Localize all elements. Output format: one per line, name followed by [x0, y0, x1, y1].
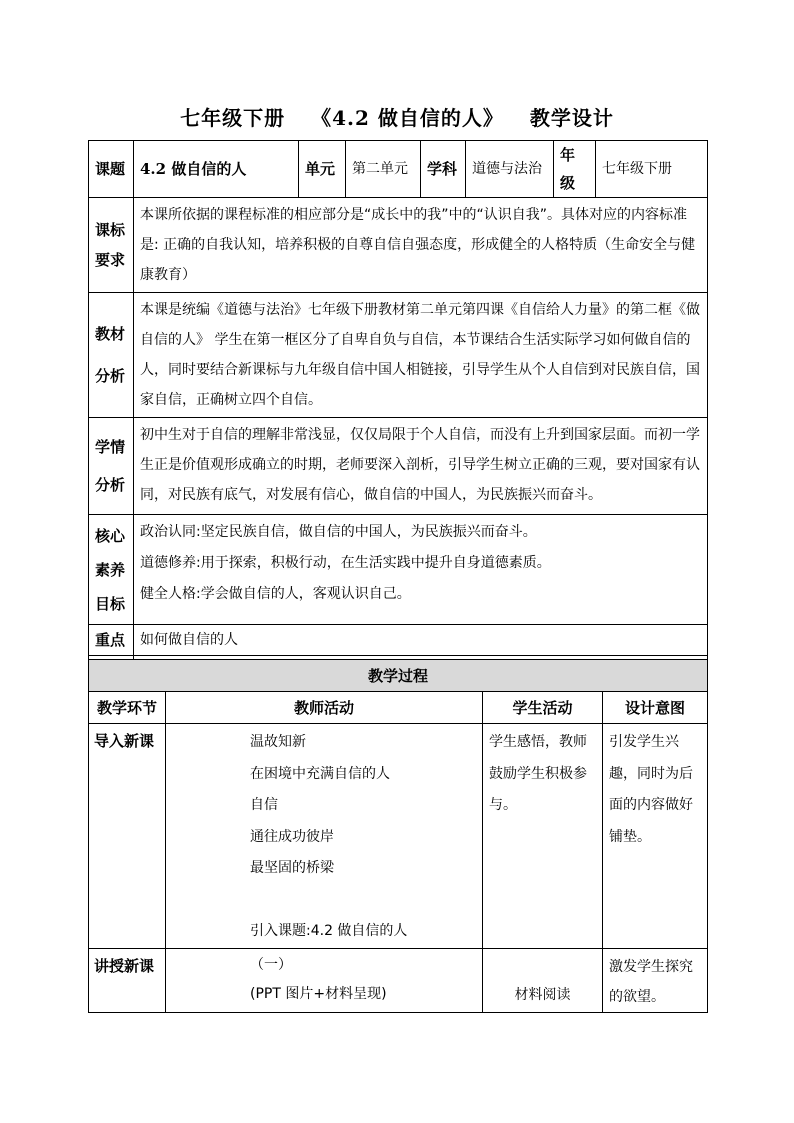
- table-row: [89, 724, 708, 949]
- student-activity-cell: 学生感悟，教师鼓励学生积极参与。: [483, 724, 603, 949]
- teacher-line: 在困境中充满自信的人: [250, 765, 390, 782]
- unit-label: 单元: [299, 141, 346, 198]
- material-row: [89, 293, 708, 418]
- student-activity-cell: 材料阅读: [483, 948, 603, 1012]
- design-intent-cell: 激发学生探究的欲望。: [603, 948, 708, 1012]
- material-text: 本课是统编《道德与法治》七年级下册教材第二单元第四课《自信给人力量》的第二框《做自信的人》 学生在第一框区分了自卑自负与自信，本节课结合生活实际学习如何做自信的人，同时要结合新课标与九年级自信中国人相链接，引导学生从个人自信到对民族自信，国家自信，正确树立四个自信。: [134, 293, 708, 418]
- topic-value: 4.2 做自信的人: [134, 141, 299, 198]
- learner-label: 学情 分析: [89, 418, 134, 515]
- col-stage-header: 教学环节: [89, 692, 166, 724]
- teacher-line: 通往成功彼岸: [250, 828, 334, 845]
- process-section-title: 教学过程: [89, 660, 708, 692]
- literacy-goals: [134, 515, 708, 625]
- title-grade: 七年级下册: [180, 106, 286, 130]
- standard-text: 本课所依据的课程标准的相应部分是“成长中的我”中的“认识自我”。具体对应的内容标准是: 正确的自我认知，培养积极的自尊自信自强态度，形成健全的人格特质（生命安全与健康教育）: [134, 198, 708, 293]
- material-label: 教材 分析: [89, 293, 134, 418]
- standard-label: 课标 要求: [89, 198, 134, 293]
- teaching-process-table: [88, 659, 708, 1013]
- stage-cell: 讲授新课: [89, 948, 166, 1012]
- grade-value: 七年级下册: [596, 141, 708, 198]
- teacher-line: （一）: [250, 956, 292, 973]
- learner-text: 初中生对于自信的理解非常浅显，仅仅局限于个人自信，而没有上升到国家层面。而初一学生正是价值观形成确立的时期，老师要深入剖析，引导学生树立正确的三观，要对国家有认同，对民族有底气，对发展有信心，做自信的中国人，为民族振兴而奋斗。: [134, 418, 708, 515]
- teacher-activity-cell: [166, 724, 483, 949]
- key-point-row: [89, 625, 708, 656]
- teacher-line: 最坚固的桥梁: [250, 860, 334, 876]
- teacher-line: 温故知新: [250, 734, 306, 750]
- subject-value: 道德与法治: [466, 141, 554, 198]
- subject-label: 学科: [421, 141, 466, 198]
- process-section-header: [89, 660, 708, 692]
- info-row: [89, 141, 708, 198]
- topic-label: 课题: [89, 141, 134, 198]
- table-row: [89, 948, 708, 1012]
- key-point-label: 重点: [89, 625, 134, 656]
- title-design: 教学设计: [529, 106, 614, 130]
- design-intent-cell: 引发学生兴趣，同时为后面的内容做好铺垫。: [603, 724, 708, 949]
- col-teacher-header: 教师活动: [166, 692, 483, 724]
- learner-row: [89, 418, 708, 515]
- title-lesson: 《4.2 做自信的人》: [311, 106, 504, 130]
- col-student-header: 学生活动: [483, 692, 603, 724]
- teacher-line: (PPT 图片+材料呈现): [250, 985, 387, 1002]
- document-title: [0, 102, 794, 131]
- col-design-header: 设计意图: [603, 692, 708, 724]
- lesson-info-table: [88, 140, 708, 687]
- teacher-line: 引入课题:4.2 做自信的人: [250, 923, 408, 939]
- unit-value: 第二单元: [346, 141, 421, 198]
- process-column-headers: [89, 692, 708, 724]
- literacy-row: [89, 515, 708, 625]
- standard-row: [89, 198, 708, 293]
- literacy-item: 道德修养:用于探索，积极行动，在生活实践中提升自身道德素质。: [140, 555, 551, 571]
- teacher-line: [250, 885, 476, 917]
- stage-cell: 导入新课: [89, 724, 166, 949]
- literacy-label: 核心 素养 目标: [89, 515, 134, 625]
- literacy-item: 健全人格:学会做自信的人，客观认识自己。: [140, 586, 411, 602]
- key-point-text: 如何做自信的人: [134, 625, 708, 656]
- literacy-item: 政治认同:坚定民族自信，做自信的中国人，为民族振兴而奋斗。: [140, 524, 537, 540]
- teacher-activity-cell: [166, 948, 483, 1012]
- teacher-line: 自信: [250, 797, 278, 813]
- grade-label: 年级: [554, 141, 596, 198]
